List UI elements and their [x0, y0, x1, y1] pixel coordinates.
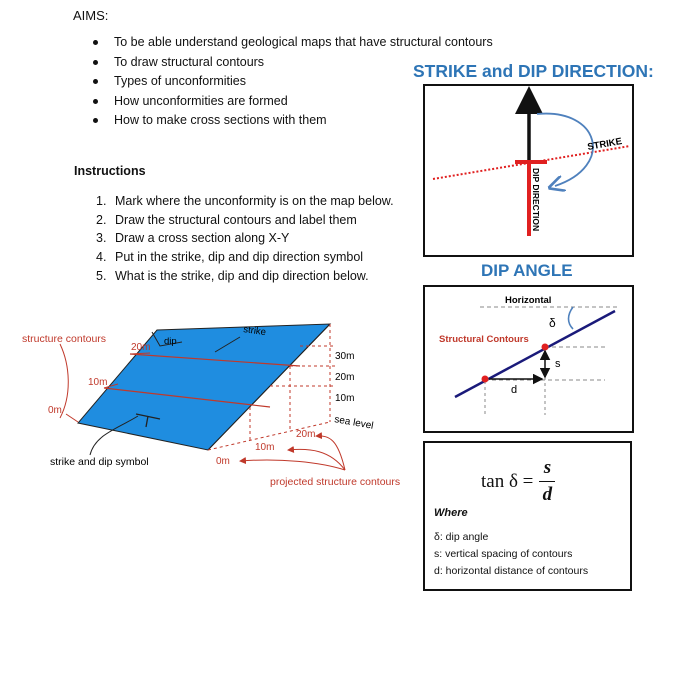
strike-label: STRIKE [586, 136, 623, 153]
s-label: s [555, 358, 561, 370]
tan-delta-formula [481, 457, 555, 506]
formula-numerator: s [543, 457, 552, 478]
strike-dip-direction-diagram [423, 84, 634, 257]
dip-label: dip [164, 336, 177, 347]
right-contour-sea-level: sea level [333, 414, 375, 432]
aims-item: To draw structural contours [88, 53, 493, 73]
step-text: Mark where the unconformity is on the map below. [115, 194, 394, 208]
rotation-arrow [537, 114, 593, 186]
bottom-contour-10m: 10m [255, 442, 275, 453]
dip-diagram-svg [425, 287, 632, 431]
formula-denominator: d [542, 484, 553, 505]
strike-label: strike [242, 324, 267, 339]
step-number: 4. [96, 250, 107, 265]
step-text: Put in the strike, dip and dip direction symbol [115, 250, 364, 265]
instructions-list [96, 192, 394, 285]
instruction-step [96, 192, 394, 211]
aims-item: Types of unconformities [88, 72, 493, 92]
dip-direction-label: DIP DIRECTION [531, 168, 541, 232]
lower-contour-point [482, 376, 489, 383]
strike-and-dip-symbol-label: strike and dip symbol [50, 456, 149, 468]
delta-angle-arc [569, 307, 574, 329]
step-number: 1. [96, 194, 107, 208]
step-text: Draw the structural contours and label them [115, 212, 357, 227]
formula-lhs: tan δ = [481, 470, 534, 492]
instruction-step [96, 211, 394, 230]
instruction-step [96, 248, 394, 267]
formula-fraction [539, 457, 555, 506]
projected-arrow-0m [240, 460, 345, 470]
right-contour-20m: 20m [335, 372, 355, 383]
dipping-surface [455, 311, 615, 397]
instruction-step [96, 267, 394, 286]
step-number: 2. [96, 212, 107, 227]
structure-contours-label: structure contours [22, 333, 107, 345]
upper-contour-point [542, 344, 549, 351]
horizontal-label: Horizontal [505, 295, 552, 306]
aims-item: To be able understand geological maps that have structural contours [88, 33, 493, 53]
strike-diagram-svg [425, 86, 632, 255]
d-label: d [511, 384, 518, 396]
dip-angle-diagram [423, 285, 634, 433]
strike-dip-direction-heading: STRIKE and DIP DIRECTION: [413, 61, 654, 81]
instructions-title: Instructions [74, 164, 146, 178]
right-contour-30m: 30m [335, 351, 355, 362]
step-text: What is the strike, dip and dip direction below. [115, 268, 369, 283]
instruction-step [96, 229, 394, 248]
aims-item: How to make cross sections with them [88, 111, 493, 131]
definition-d: d: horizontal distance of contours [434, 565, 589, 577]
where-label: Where [434, 507, 468, 519]
bottom-contour-0m: 0m [216, 456, 230, 467]
aims-item: How unconformities are formed [88, 92, 493, 112]
left-contour-0m: 0m [48, 405, 62, 416]
formula-box [423, 441, 632, 591]
delta-label: δ [549, 316, 556, 330]
step-text: Draw a cross section along X-Y [115, 231, 290, 246]
right-contour-10m: 10m [335, 393, 355, 404]
structural-contours-label: Structural Contours [439, 334, 529, 345]
pointer-0m [66, 414, 78, 422]
step-number: 3. [96, 231, 107, 246]
bottom-contour-20m: 20m [296, 429, 316, 440]
step-number: 5. [96, 268, 107, 283]
aims-title: AIMS: [73, 8, 109, 23]
fraction-bar [539, 481, 555, 482]
projected-structure-contours-label: projected structure contours [270, 476, 401, 488]
definition-delta: δ: dip angle [434, 531, 489, 543]
definition-s: s: vertical spacing of contours [434, 548, 573, 560]
projected-arrow-10m [288, 449, 345, 470]
dip-angle-heading: DIP ANGLE [481, 261, 573, 280]
left-contour-20m: 20m [131, 342, 151, 353]
block-diagram [0, 310, 420, 500]
left-contour-10m: 10m [88, 377, 108, 388]
